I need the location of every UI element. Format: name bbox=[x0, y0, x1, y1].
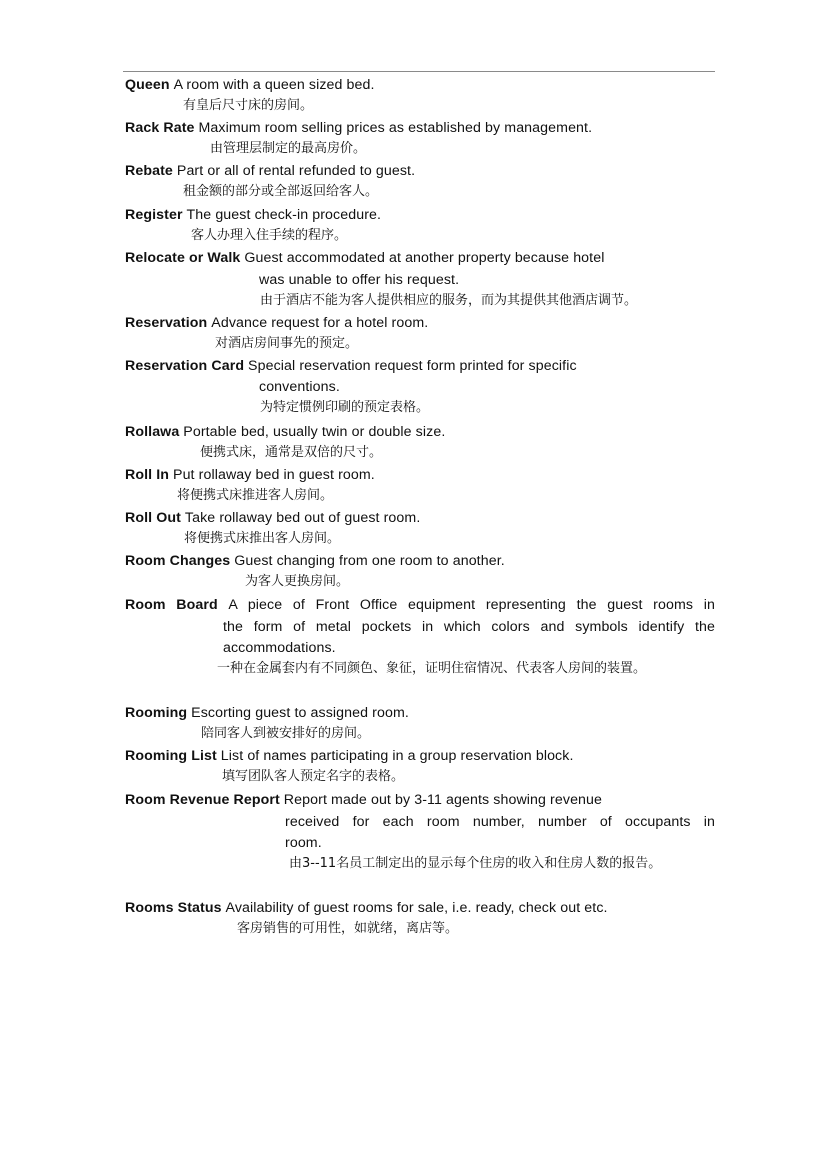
entry-term: Rollawa bbox=[125, 424, 180, 440]
glossary-entry bbox=[125, 75, 715, 115]
entry-translation: 将便携式床推出客人房间。 bbox=[184, 531, 341, 546]
glossary-entry bbox=[125, 465, 715, 505]
entry-translation: 由3--11名员工制定出的显示每个住房的收入和住房人数的报告。 bbox=[289, 856, 662, 871]
entry-term: Room Changes bbox=[125, 553, 231, 569]
entry-term: Rooming bbox=[125, 705, 188, 721]
entry-translation: 为客人更换房间。 bbox=[245, 574, 350, 589]
entry-term: Roll In bbox=[125, 467, 170, 483]
entry-term: Room Board bbox=[125, 597, 218, 613]
entry-definition: List of names participating in a group reservation block. bbox=[220, 748, 574, 764]
entry-translation: 为特定惯例印刷的预定表格。 bbox=[260, 400, 430, 415]
entry-definition: A room with a queen sized bed. bbox=[173, 77, 375, 93]
glossary-entry bbox=[125, 313, 715, 353]
entry-definition-continued: conventions. bbox=[259, 379, 340, 395]
entry-definition: Maximum room selling prices as established by management. bbox=[198, 120, 593, 136]
entry-translation: 一种在金属套内有不同颜色、象征，证明住宿情况、代表客人房间的装置。 bbox=[217, 661, 647, 676]
entry-translation: 填写团队客人预定名字的表格。 bbox=[222, 769, 405, 784]
entry-term: Reservation Card bbox=[125, 358, 245, 374]
entry-term: Rooms Status bbox=[125, 900, 222, 916]
entry-definition: Take rollaway bed out of guest room. bbox=[184, 510, 421, 526]
entry-term: Rack Rate bbox=[125, 120, 195, 136]
entry-translation: 有皇后尺寸床的房间。 bbox=[183, 98, 314, 113]
glossary-entry bbox=[125, 551, 715, 591]
entry-translation: 客人办理入住手续的程序。 bbox=[191, 228, 348, 243]
glossary-entry bbox=[125, 161, 715, 201]
entry-definition-continued: accommodations. bbox=[223, 640, 336, 656]
entry-definition: Put rollaway bed in guest room. bbox=[173, 467, 375, 483]
entry-definition: Escorting guest to assigned room. bbox=[191, 705, 409, 721]
entry-definition: Advance request for a hotel room. bbox=[211, 315, 429, 331]
glossary-entry bbox=[125, 703, 715, 743]
entry-term: Register bbox=[125, 207, 183, 223]
entry-definition: Part or all of rental refunded to guest. bbox=[176, 163, 416, 179]
entry-translation: 对酒店房间事先的预定。 bbox=[215, 336, 359, 351]
glossary-entry bbox=[125, 790, 715, 873]
entry-definition: Portable bed, usually twin or double size. bbox=[183, 424, 446, 440]
entry-definition: Availability of guest rooms for sale, i.e. ready, check out etc. bbox=[225, 900, 608, 916]
glossary-entry bbox=[125, 508, 715, 548]
entry-term: Rooming List bbox=[125, 748, 217, 764]
entry-definition: Guest changing from one room to another. bbox=[234, 553, 505, 569]
entry-translation: 由管理层制定的最高房价。 bbox=[210, 141, 367, 156]
entry-definition: Special reservation request form printed for specific bbox=[248, 358, 577, 374]
glossary-entry bbox=[125, 248, 715, 310]
entry-translation: 由于酒店不能为客人提供相应的服务，而为其提供其他酒店调节。 bbox=[260, 293, 638, 308]
entry-definition-continued: room. bbox=[285, 835, 322, 851]
glossary-entry bbox=[125, 356, 715, 417]
header-rule bbox=[123, 71, 715, 72]
entry-translation: 将便携式床推进客人房间。 bbox=[177, 488, 334, 503]
entry-translation: 租金额的部分或全部返回给客人。 bbox=[183, 184, 379, 199]
entry-term: Roll Out bbox=[125, 510, 181, 526]
entry-translation: 便携式床，通常是双倍的尺寸。 bbox=[200, 445, 383, 460]
entry-term: Reservation bbox=[125, 315, 208, 331]
entry-translation: 陪同客人到被安排好的房间。 bbox=[201, 726, 371, 741]
entry-definition: Report made out by 3-11 agents showing revenue bbox=[283, 792, 603, 808]
entry-translation: 客房销售的可用性，如就绪，离店等。 bbox=[237, 921, 459, 936]
entry-term: Room Revenue Report bbox=[125, 792, 280, 808]
entry-term: Relocate or Walk bbox=[125, 250, 241, 266]
entry-term: Queen bbox=[125, 77, 170, 93]
entry-definition-continued: the form of metal pockets in which colors and symbols identify the bbox=[223, 619, 715, 635]
entry-definition: A piece of Front Office equipment representing the guest rooms in bbox=[228, 597, 715, 613]
glossary-entry bbox=[125, 118, 715, 158]
entry-term: Rebate bbox=[125, 163, 173, 179]
entry-definition-continued: was unable to offer his request. bbox=[259, 272, 460, 288]
entry-definition: Guest accommodated at another property because hotel bbox=[244, 250, 605, 266]
glossary-entry bbox=[125, 422, 715, 462]
glossary-entry bbox=[125, 898, 715, 938]
glossary-entry bbox=[125, 205, 715, 245]
glossary-entry bbox=[125, 746, 715, 786]
entry-definition-continued: received for each room number, number of occupants in bbox=[285, 814, 715, 830]
glossary-entry bbox=[125, 595, 715, 678]
entry-definition: The guest check-in procedure. bbox=[186, 207, 382, 223]
